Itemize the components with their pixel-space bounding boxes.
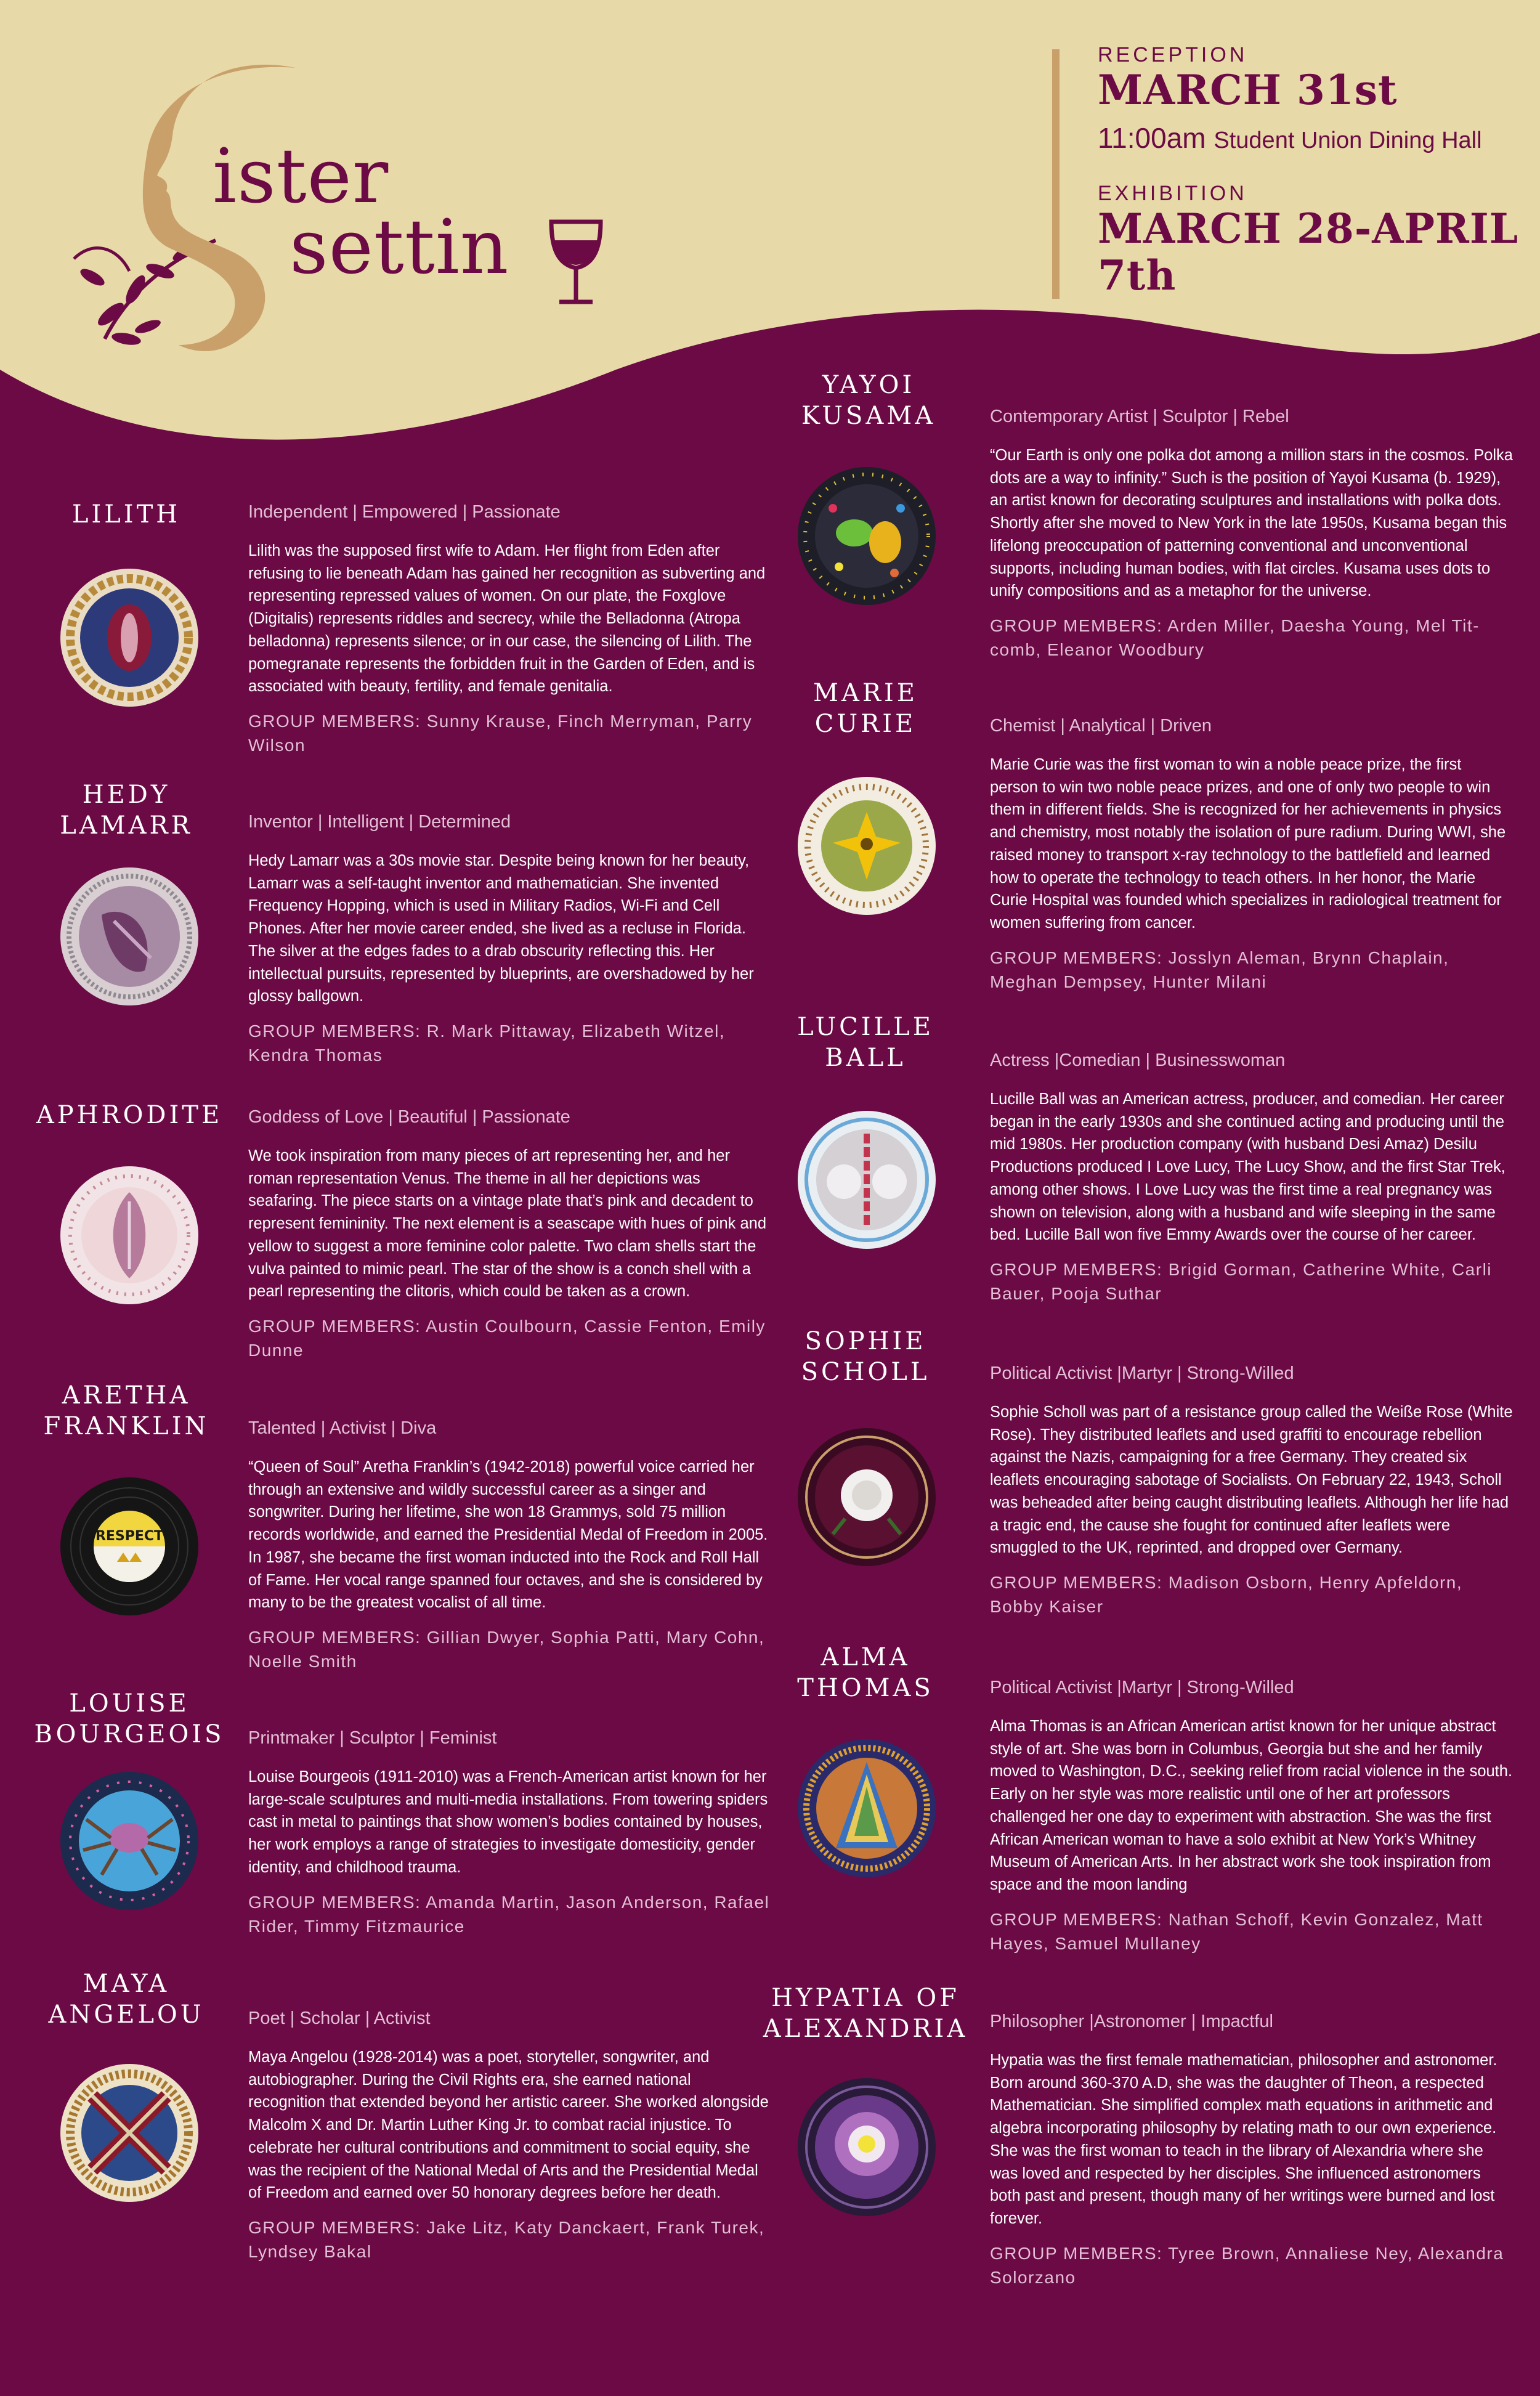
entry-tags: Independent | Empowered | Passionate [248, 502, 561, 522]
lucille-ball-plate-icon [796, 1109, 938, 1251]
reception-info [1098, 43, 1482, 155]
entry-group-members: GROUP MEMBERS: Gillian Dwyer, Sophia Patti, Mary Cohn, Noelle Smith [248, 1628, 765, 1671]
entry-group-members: GROUP MEMBERS: Jake Litz, Katy Danckaert, Frank Turek, Lyndsey Bakal [248, 2218, 765, 2262]
entry-tags: Printmaker | Sculptor | Feminist [248, 1728, 497, 1748]
entry-tags: Chemist | Analytical | Driven [990, 716, 1212, 736]
louise-bourgeois-plate-icon [59, 1770, 200, 1912]
maya-angelou-plate-icon [59, 2062, 200, 2204]
entry-description: Hypatia was the first female mathematician, philosopher and astronomer. Born around 360-370 A.D, she was the daughter of Theon, a respected Mathematician. She simplified complex math equations in arithmetic and algebra incorporating philosophy by relating math to our own experience. She was the first woman to teach in the library of Alexandria where she was loved and respected by her disciples. She influenced astronomers both past and present, though many of her writings were burned and lost forever. [990, 2052, 1497, 2228]
entry-description: Lucille Ball was an American actress, producer, and comedian. Her career began in the early 1930s and she continued acting and producing until the mid 1980s. Her production company (with husband Desi Amaz) Desilu Productions produced I Love Lucy, The Lucy Show, and the first Star Trek, among other shows. I Love Lucy was the first time a real pregnancy was shown on television, along with a husband and wife sleeping in the same bed. Lucille Ball won five Emmy Awards over the course of her career. [990, 1090, 1506, 1244]
reception-label: RECEPTION [1098, 43, 1248, 67]
entry-group-members: GROUP MEMBERS: Josslyn Aleman, Brynn Chaplain, Meghan Dempsey, Hunter Milani [990, 948, 1449, 991]
entry-tags: Actress |Comedian | Businesswoman [990, 1050, 1286, 1070]
entry-name: LOUISE BOURGEOIS [34, 1689, 225, 1748]
entry-tags: Talented | Activist | Diva [248, 1418, 437, 1438]
hypatia-plate-icon [796, 2076, 938, 2218]
marie-curie-plate-icon [796, 775, 938, 917]
entry-description: Alma Thomas is an African American artist known for her unique abstract style of art. She was born in Columbus, Georgia but she and her family moved to Washington, D.C., seeking relief from racial violence in the south. Early on her style was more realistic until one of her art professors challenged her one day to experiment with abstraction. She was the first African American woman to have a solo exhibit at New York’s Whitney Museum of American Arts. In her abstract work she took inspiration from space and the moon landing [990, 1718, 1513, 1894]
entry-description: Hedy Lamarr was a 30s movie star. Despite being known for her beauty, Lamarr was a self-taught inventor and mathematician. She invented Frequency Hopping, which is used in Military Radios, Wi-Fi and Cell Phones. After her movie career ended, she lived as a recluse in Florida. The silver at the edges fades to a drab obscurity reflecting this. Her intellectual pursuits, represented by blueprints, are overshadowed by her glossy ballgown. [248, 852, 754, 1005]
entry-name: MARIE CURIE [813, 679, 918, 738]
entry-group-members: GROUP MEMBERS: Austin Coulbourn, Cassie Fenton, Emily Dunne [248, 1317, 766, 1360]
entry-tags: Contemporary Artist | Sculptor | Rebel [990, 407, 1289, 426]
record-label-text: RESPECT [95, 1529, 164, 1544]
entry-tags: Political Activist |Martyr | Strong-Willed [990, 1363, 1294, 1383]
reception-date: MARCH 31st [1098, 66, 1398, 114]
entry-description: Marie Curie was the first woman to win a noble peace prize, the first person to win two noble peace prizes, and one of only two people to win them in different fields. She is recognized for her achievements in physics and chemistry, most notably the isolation of pure radium. During WWI, she raised money to transport x-ray technology to the battlefield and learned how to operate the technology to teach others. In her honor, the Marie Curie Hospital was founded which specializes in radiological treatment for women suffering from cancer. [990, 756, 1506, 932]
entry-name: ALMA THOMAS [797, 1643, 934, 1702]
entry-name: HYPATIA OF ALEXANDRIA [763, 1984, 968, 2043]
yayoi-kusama-plate-icon [796, 465, 938, 607]
entry-tags: Inventor | Intelligent | Determined [248, 812, 511, 832]
reception-place: Student Union Dining Hall [1214, 127, 1482, 153]
entry-tags: Philosopher |Astronomer | Impactful [990, 2012, 1273, 2031]
entry-name: LILITH [71, 500, 181, 529]
entry-tags: Poet | Scholar | Activist [248, 2008, 431, 2028]
hedy-lamarr-plate-icon [59, 866, 200, 1007]
lilith-plate-icon [59, 567, 200, 709]
reception-time-place [1098, 121, 1482, 155]
entry-description: We took inspiration from many pieces of art representing her, and her roman representation Venus. The theme in all her depictions was seafaring. The piece starts on a vintage plate that’s pink and decadent to represent femininity. The next element is a seascape with hues of pink and yellow to suggest a more feminine color palette. Two clam shells start the vulva painted to mimic pearl. The star of the show is a conch shell with a pearl representing the clitoris, which could be taken as a crown. [248, 1147, 767, 1301]
entry-name: APHRODITE [36, 1101, 223, 1129]
entry-group-members: GROUP MEMBERS: Sunny Krause, Finch Merryman, Parry Wilson [248, 712, 753, 755]
entry-description: Lilith was the supposed first wife to Adam. Her flight from Eden after refusing to lie beneath Adam has gained her recognition as subverting and representing repressed values of women. On our plate, the Foxglove (Digitalis) represents riddles and secrecy, while the Belladonna (Atropa belladonna) represents silence; or in our case, the silencing of Lilith. The pomegranate represents the forbidden fruit in the Garden of Eden, and is associated with beauty, fertility, and female genitalia. [248, 542, 766, 696]
entry-name: HEDY LAMARR [60, 781, 193, 840]
logo-word-ister: ister [213, 132, 389, 220]
aretha-franklin-plate-icon [59, 1476, 200, 1617]
exhibition-info [1098, 182, 1529, 299]
alma-thomas-plate-icon [796, 1737, 938, 1879]
entry-description: Sophie Scholl was part of a resistance group called the Weiße Rose (White Rose). They distributed leaflets and used graffiti to encourage rebellion against the Nazis, campaigning for a free Germany. They created six leaflets encouraging sabotage of Socialists. On February 22, 1943, Scholl was beheaded after being caught distributing leaflets. Although her life had a tragic end, the cause she fought for continued after leaflets were smuggled to the UK, reprinted, and dropped over Germany. [990, 1403, 1513, 1557]
header-divider [1052, 49, 1060, 299]
entry-description: Maya Angelou (1928-2014) was a poet, storyteller, songwriter, and autobiographer. During the Civil Rights era, she earned national recognition that extended beyond her artistic career. She worked alongside Malcolm X and Dr. Martin Luther King Jr. to combat racial injustice. To celebrate her cultural contributions and commitment to social equity, she was the recipient of the National Medal of Arts and the Presidential Medal of Freedom and earned over 50 honorary degrees before her death. [248, 2049, 769, 2202]
entry-name: SOPHIE SCHOLL [801, 1327, 930, 1386]
entry-description: “Our Earth is only one polka dot among a million stars in the cosmos. Polka dots are a way to infinity.” Such is the position of Yayoi Kusama (b. 1929), an artist known for decorating sculptures and installations with polka dots. Shortly after she moved to New York in the late 1950s, Kusama began this lifelong preoccupation of patterning conventional and unconventional supports, including human bodies, with flat circles. Kusama uses dots to unify compositions and as a metaphor for the universe. [990, 447, 1513, 600]
aphrodite-plate-icon [59, 1164, 200, 1306]
sister-settings-logo [68, 55, 653, 363]
exhibition-label: EXHIBITION [1098, 182, 1247, 205]
entry-group-members: GROUP MEMBERS: Madison Osborn, Henry Apfeldorn, Bobby Kaiser [990, 1573, 1463, 1617]
logo-word-settings: settin [290, 203, 509, 291]
reception-time: 11:00am [1098, 121, 1206, 154]
entry-group-members: GROUP MEMBERS: Arden Miller, Daesha Young, Mel Tit-comb, Eleanor Woodbury [990, 616, 1480, 660]
entry-group-members: GROUP MEMBERS: R. Mark Pittaway, Elizabeth Witzel, Kendra Thomas [248, 1021, 726, 1065]
entry-tags: Goddess of Love | Beautiful | Passionate [248, 1107, 570, 1127]
exhibition-date: MARCH 28-APRIL 7th [1098, 205, 1519, 299]
entry-group-members: GROUP MEMBERS: Brigid Gorman, Catherine White, Carli Bauer, Pooja Suthar [990, 1260, 1493, 1304]
entry-group-members: GROUP MEMBERS: Tyree Brown, Annaliese Ney, Alexandra Solorzano [990, 2243, 1504, 2287]
sophie-scholl-plate-icon [796, 1426, 938, 1568]
entry-group-members: GROUP MEMBERS: Amanda Martin, Jason Anderson, Rafael Rider, Timmy Fitzmaurice [248, 1892, 770, 1936]
entry-description: “Queen of Soul” Aretha Franklin’s (1942-2018) powerful voice carried her through an extensive and wildly successful career as a singer and songwriter. During her lifetime, she won 18 Grammys, sold 75 million records worldwide, and earned the Presidential Medal of Freedom in 2005. In 1987, she became the first woman inducted into the Rock and Roll Hall of Fame. Her vocal range spanned four octaves, and she is considered by many to be the greatest vocalist of all time. [248, 1458, 768, 1612]
wine-glass-icon [542, 216, 610, 308]
entry-name: MAYA ANGELOU [48, 1970, 205, 2029]
entry-description: Louise Bourgeois (1911-2010) was a French-American artist known for her large-scale sculptures and multi-media installations. From towering spiders cast in metal to paintings that show women’s bodies contained by houses, her work employs a range of strategies to investigate domesticity, gender identity, and childhood trauma. [248, 1768, 768, 1876]
entry-group-members: GROUP MEMBERS: Nathan Schoff, Kevin Gonzalez, Matt Hayes, Samuel Mullaney [990, 1909, 1483, 1953]
entry-tags: Political Activist |Martyr | Strong-Willed [990, 1678, 1294, 1697]
entry-name: YAYOI KUSAMA [801, 371, 936, 430]
entry-name: LUCILLE BALL [797, 1013, 934, 1072]
entry-name: ARETHA FRANKLIN [43, 1381, 209, 1440]
